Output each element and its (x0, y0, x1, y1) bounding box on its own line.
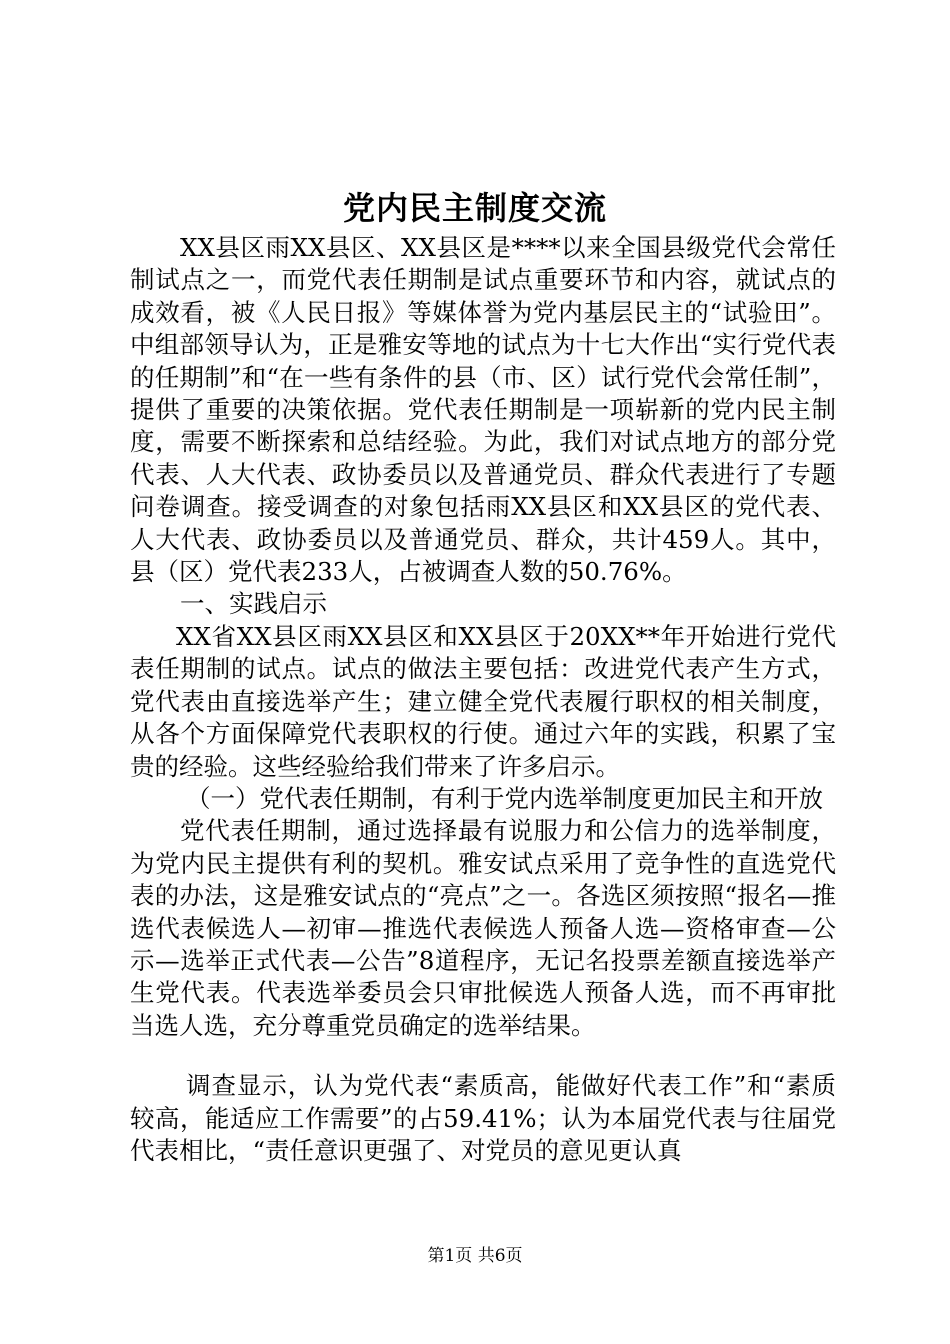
section-heading-practice: 一、实践启示 (180, 589, 327, 619)
document-body (130, 232, 836, 1167)
paragraph-practice: XX省XX县区雨XX县区和XX县区于20XX**年开始进行党代表任期制的试点。试点的做法主要包括：改进党代表产生方式，党代表由直接选举产生；建立健全党代表履行职权的相关制度，从各个方面保障党代表职权的行使。通过六年的实践，积累了宝贵的经验。这些经验给我们带来了许多启示。 (130, 621, 836, 781)
paragraph-election: 党代表任期制，通过选择最有说服力和公信力的选举制度，为党内民主提供有利的契机。雅安试点采用了竞争性的直选党代表的办法，这是雅安试点的“亮点”之一。各选区须按照“报名—推选代表候选人—初审—推选代表候选人预备人选—资格审查—公示—选举正式代表—公告”8道程序，无记名投票差额直接选举产生党代表。代表选举委员会只审批候选人预备人选，而不再审批当选人选，充分尊重党员确定的选举结果。 (130, 816, 836, 1040)
document-title: 党内民主制度交流 (342, 189, 607, 227)
subsection-heading-1: （一）党代表任期制，有利于党内选举制度更加民主和开放 (186, 783, 823, 813)
paragraph-intro: XX县区雨XX县区、XX县区是****以来全国县级党代会常任制试点之一，而党代表任期制是试点重要环节和内容，就试点的成效看，被《人民日报》等媒体誉为党内基层民主的“试验田”。中组部领导认为，正是雅安等地的试点为十七大作出“实行党代表的任期制”和“在一些有条件的县（市、区）试行党代会常任制”，提供了重要的决策依据。党代表任期制是一项崭新的党内民主制度，需要不断探索和总结经验。为此，我们对试点地方的部分党代表、人大代表、政协委员以及普通党员、群众代表进行了专题问卷调查。接受调查的对象包括雨XX县区和XX县区的党代表、人大代表、政协委员以及普通党员、群众，共计459人。其中，县（区）党代表233人，占被调查人数的50.76%。 (130, 233, 836, 587)
page-footer: 第1页 共6页 (427, 1246, 523, 1266)
paragraph-survey: 调查显示，认为党代表“素质高，能做好代表工作”和“素质较高，能适应工作需要”的占59.41%；认为本届党代表与往届党代表相比，“责任意识更强了、对党员的意见更认真 (130, 1071, 836, 1165)
